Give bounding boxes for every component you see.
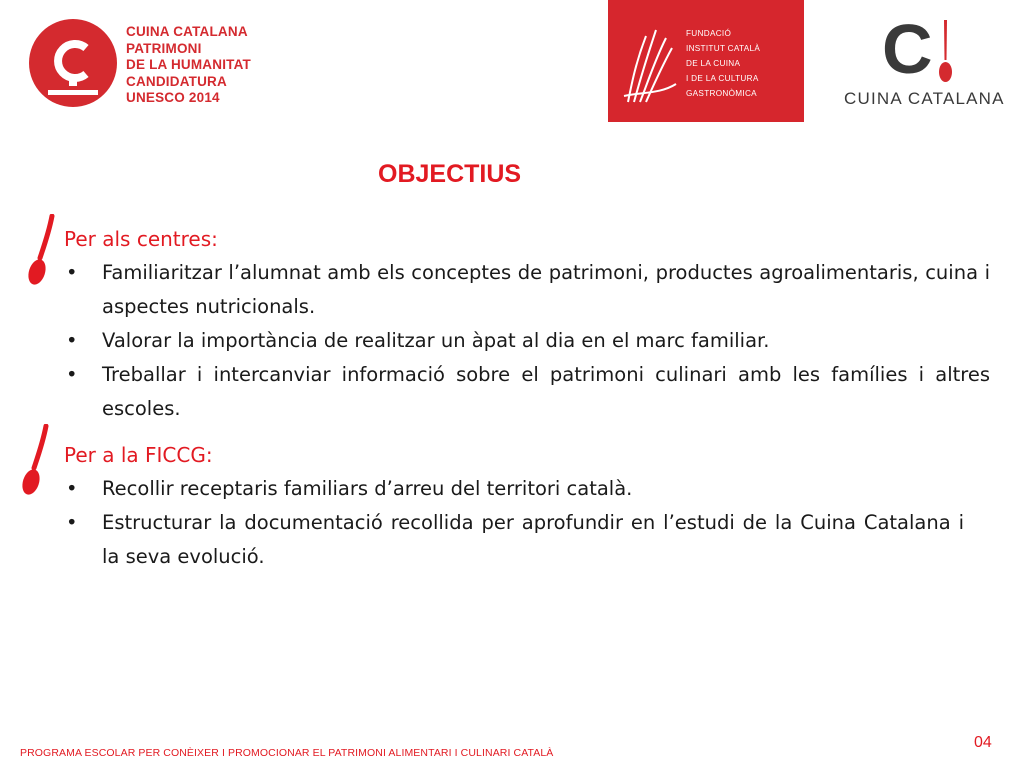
cuina-patrimoni-emblem-icon: [28, 18, 118, 108]
list-item: [64, 506, 964, 574]
logo-fundacio-text: [686, 26, 760, 101]
section-centres: [64, 222, 990, 426]
logo-unesco-candidatura: [28, 18, 288, 108]
footer-text: PROGRAMA ESCOLAR PER CONÈIXER I PROMOCIONAR EL PATRIMONI ALIMENTARI I CULINARI CATALÀ: [20, 747, 554, 759]
logo-unesco-line: UNESCO 2014: [126, 90, 220, 105]
list-item-text: Valorar la importància de realitzar un àpat al dia en el marc familiar.: [102, 329, 770, 352]
list-item: [64, 472, 964, 506]
logo-fundacio-line: INSTITUT CATALÀ: [686, 44, 761, 53]
logo-unesco-line: CUINA CATALANA: [126, 24, 248, 39]
list-item-text: Recollir receptaris familiars d’arreu del territori català.: [102, 477, 633, 500]
spoon-icon: [16, 424, 52, 498]
logo-unesco-text: [126, 24, 251, 107]
list-item-text: Estructurar la documentació recollida per aprofundir en l’estudi de la Cuina Catalana i la seva evolució.: [102, 511, 964, 568]
logo-cuina-mark: C: [882, 10, 933, 88]
logo-fundacio-line: FUNDACIÓ: [686, 29, 732, 38]
logo-unesco-line: DE LA HUMANITAT: [126, 57, 251, 72]
bullet-list: [64, 472, 964, 574]
list-item: [64, 256, 990, 324]
logo-cuina-catalana: [838, 10, 1008, 110]
bullet-dot: •: [66, 363, 78, 386]
logo-fundacio: [608, 0, 804, 122]
logo-unesco-line: PATRIMONI: [126, 40, 202, 56]
section-heading: Per a la FICCG:: [64, 443, 213, 467]
bullet-dot: •: [66, 329, 78, 352]
list-item-text: Treballar i intercanviar informació sobre el patrimoni culinari amb les famílies i altres escoles.: [102, 363, 990, 420]
bullet-dot: •: [66, 261, 78, 284]
bullet-dot: •: [66, 477, 78, 500]
page-title: OBJECTIUS: [378, 160, 522, 188]
section-heading: Per als centres:: [64, 227, 218, 251]
bullet-dot: •: [66, 511, 78, 534]
red-spoon-icon: [936, 18, 954, 84]
flame-swirl-icon: [622, 22, 678, 106]
list-item-text: Familiaritzar l’alumnat amb els conceptes de patrimoni, productes agroalimentaris, cuina i aspectes nutricionals.: [102, 261, 990, 318]
list-item: [64, 324, 990, 358]
page-number: 04: [974, 734, 992, 751]
logo-fundacio-line: I DE LA CULTURA: [686, 74, 759, 83]
logo-fundacio-line: GASTRONÒMICA: [686, 89, 757, 98]
logo-cuina-text: CUINA CATALANA: [844, 89, 1005, 108]
section-ficcg: [64, 438, 964, 574]
logo-fundacio-line: DE LA CUINA: [686, 59, 741, 68]
logo-unesco-line: CANDIDATURA: [126, 73, 227, 89]
list-item: [64, 358, 990, 426]
bullet-list: [64, 256, 990, 426]
spoon-icon: [22, 214, 58, 288]
